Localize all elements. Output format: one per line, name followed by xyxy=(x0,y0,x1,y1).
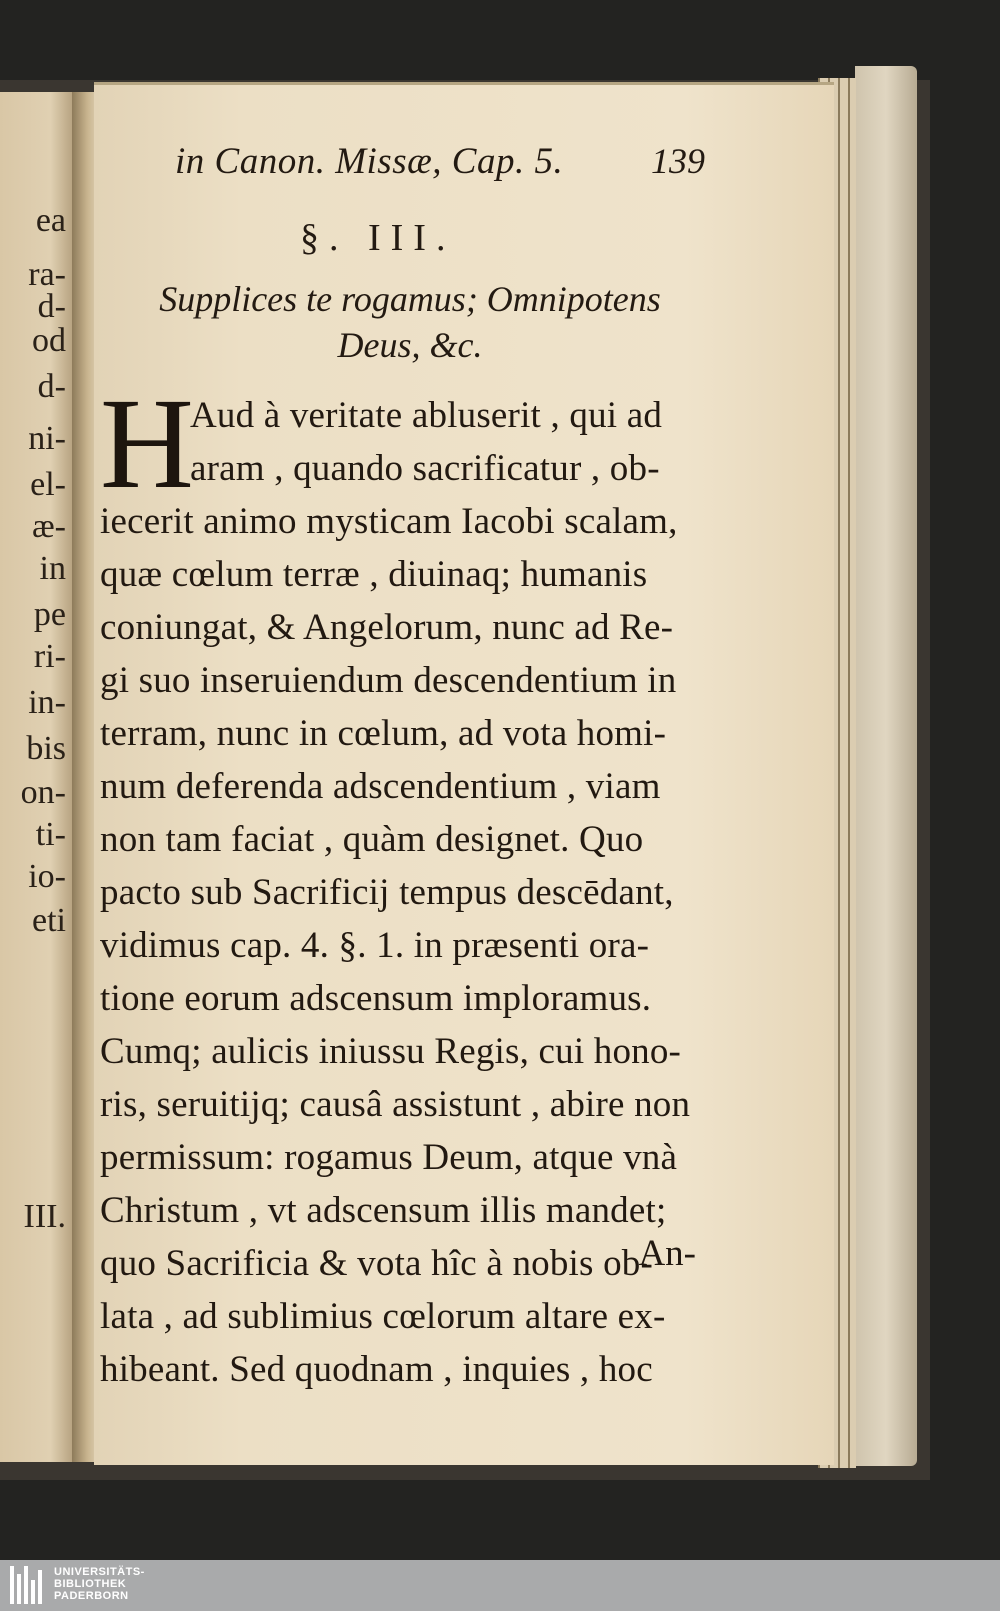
left-fragment: d- xyxy=(37,368,66,405)
left-fragment: ri- xyxy=(33,638,66,675)
page-number: 139 xyxy=(651,141,705,181)
left-fragment: el- xyxy=(30,466,66,503)
text-line: lata , ad sublimius cœlorum altare ex- xyxy=(100,1296,666,1337)
running-head: in Canon. Missæ, Cap. 5. xyxy=(175,141,564,182)
text-line: quæ cœlum terræ , diuinaq; humanis xyxy=(100,554,648,595)
left-fragment: eti xyxy=(32,902,66,939)
left-fragment: io- xyxy=(28,858,66,895)
catchword: An- xyxy=(638,1233,696,1274)
left-fragment: æ- xyxy=(32,508,66,545)
text-line: coniungat, & Angelorum, nunc ad Re- xyxy=(100,607,674,648)
left-fragment: ea xyxy=(35,202,66,239)
text-line: num deferenda adscendentium , viam xyxy=(100,766,661,807)
text-line: tione eorum adscensum imploramus. xyxy=(100,978,652,1019)
text-line: Aud à veritate abluserit , qui ad xyxy=(190,395,663,436)
library-logo-icon xyxy=(10,1566,48,1604)
logo-line: PADERBORN xyxy=(54,1590,129,1602)
text-line: hibeant. Sed quodnam , inquies , hoc xyxy=(100,1349,653,1390)
left-fragment: ti- xyxy=(35,816,66,853)
subtitle-line: Supplices te rogamus; Omnipotens xyxy=(159,279,661,319)
left-fragment: d- xyxy=(37,288,66,325)
text-line: terram, nunc in cœlum, ad vota homi- xyxy=(100,713,667,754)
text-line: iecerit animo mysticam Iacobi scalam, xyxy=(100,501,678,542)
left-fragment: III. xyxy=(23,1198,66,1235)
page-header xyxy=(175,140,705,190)
text-line: ris, seruitijq; causâ assistunt , abire non xyxy=(100,1084,691,1125)
left-fragment: ni- xyxy=(28,420,66,457)
section-heading: §. III. xyxy=(300,217,456,259)
subtitle-line: Deus, &c. xyxy=(337,325,483,365)
section-subtitle xyxy=(120,276,700,368)
text-line: quo Sacrificia & vota hîc à nobis ob- xyxy=(100,1243,654,1284)
text-line: aram , quando sacrificatur , ob- xyxy=(190,448,660,489)
left-fragment: on- xyxy=(20,774,66,811)
library-footer-bar xyxy=(0,1560,1000,1611)
left-fragment: pe xyxy=(33,596,66,633)
text-line: non tam faciat , quàm designet. Quo xyxy=(100,819,644,860)
text-line: Christum , vt adscensum illis mandet; xyxy=(100,1190,667,1231)
left-page xyxy=(0,92,74,1462)
left-fragment: od xyxy=(32,322,66,359)
text-line: permissum: rogamus Deum, atque vnà xyxy=(100,1137,678,1178)
logo-line: BIBLIOTHEK xyxy=(54,1578,127,1590)
drop-capital: H xyxy=(100,372,194,516)
text-line: vidimus cap. 4. §. 1. in præsenti ora- xyxy=(100,925,650,966)
library-logo-text xyxy=(54,1566,145,1602)
text-line: pacto sub Sacrificij tempus descēdant, xyxy=(100,872,674,913)
text-line: Cumq; aulicis iniussu Regis, cui hono- xyxy=(100,1031,682,1072)
left-fragment: in- xyxy=(28,684,66,721)
logo-line: UNIVERSITÄTS- xyxy=(54,1566,145,1578)
left-fragment: bis xyxy=(26,730,66,767)
left-fragment: in xyxy=(39,550,66,587)
left-fragment: ra- xyxy=(28,256,66,293)
text-line: gi suo inseruiendum descendentium in xyxy=(100,660,677,701)
